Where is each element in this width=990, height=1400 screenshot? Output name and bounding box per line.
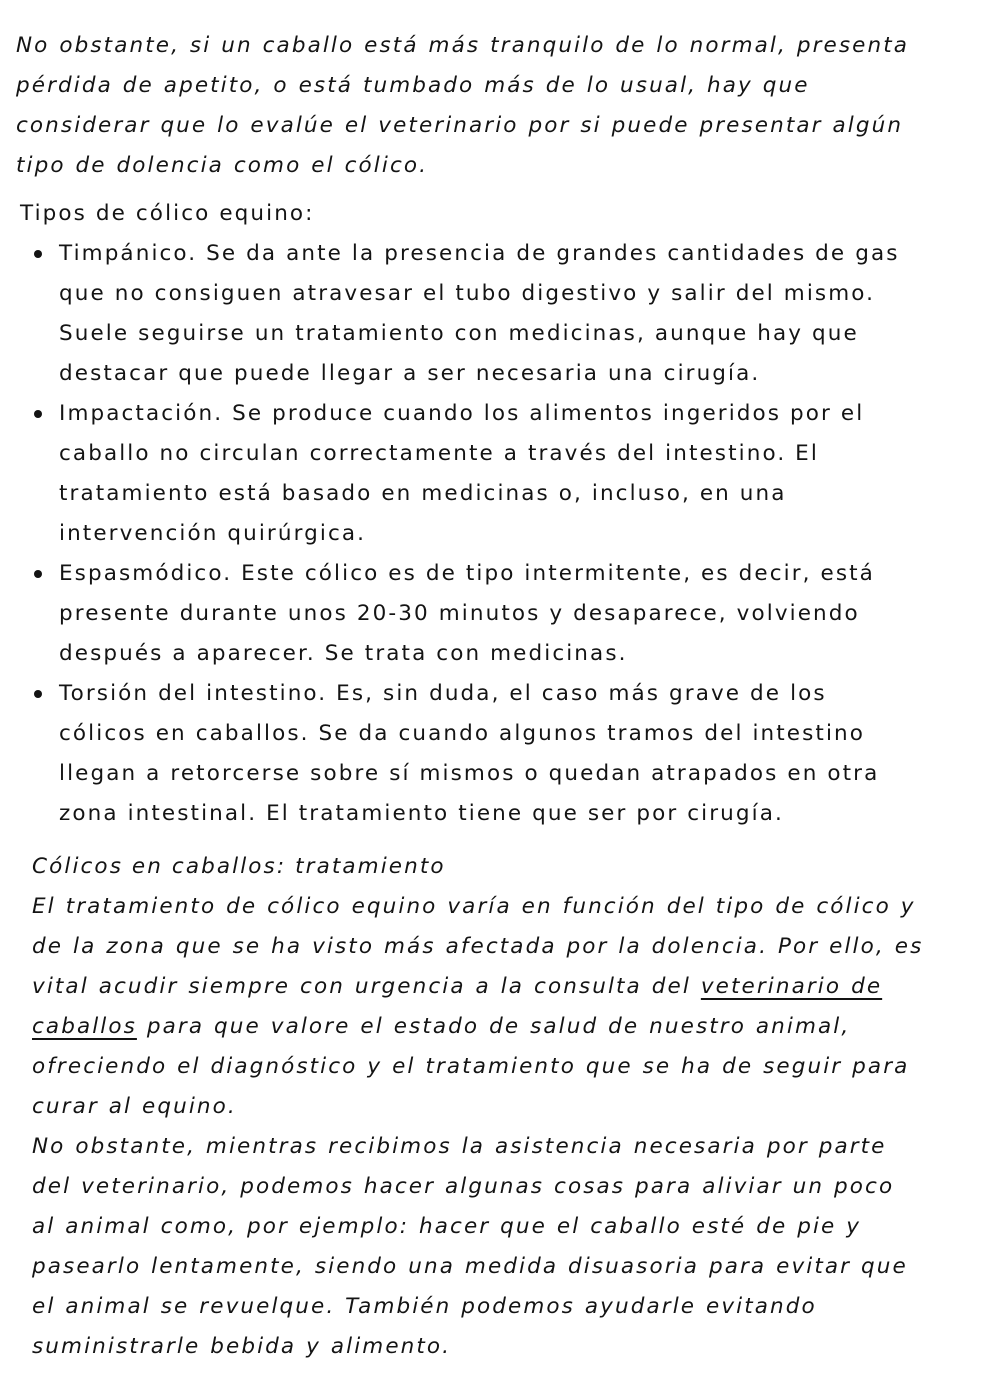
list-item-line: zona intestinal. El tratamiento tiene que ser por cirugía.	[59, 801, 784, 826]
list-item-line: después a aparecer. Se trata con medicinas.	[59, 641, 628, 666]
intro-line: considerar que lo evalúe el veterinario por si puede presentar algún	[16, 113, 904, 138]
paragraph-line: el animal se revuelque. También podemos ayudarle evitando	[32, 1294, 817, 1319]
paragraph-line: suministrarle bebida y alimento.	[32, 1334, 452, 1359]
list-item-line: llegan a retorcerse sobre sí mismos o quedan atrapados en otra	[59, 761, 880, 786]
paragraph-line: El tratamiento de cólico equino varía en función del tipo de cólico y	[32, 894, 916, 919]
list-item-line: que no consiguen atravesar el tubo digestivo y salir del mismo.	[59, 281, 876, 306]
list-item-line: Suele seguirse un tratamiento con medicinas, aunque hay que	[59, 321, 859, 346]
list-item-line: intervención quirúrgica.	[59, 521, 367, 546]
list-item	[0, 394, 900, 554]
treatment-heading: Cólicos en caballos: tratamiento	[32, 854, 446, 879]
intro-paragraph	[16, 26, 909, 186]
intro-line: pérdida de apetito, o está tumbado más de lo usual, hay que	[16, 73, 810, 98]
list-item-line: presente durante unos 20-30 minutos y desaparece, volviendo	[59, 601, 860, 626]
list-item	[0, 674, 900, 834]
paragraph-text: para que valore el estado de salud de nuestro animal,	[136, 1014, 851, 1039]
list-item-line: Espasmódico. Este cólico es de tipo intermitente, es decir, está	[59, 561, 875, 586]
paragraph-line: No obstante, mientras recibimos la asistencia necesaria por parte	[32, 1134, 887, 1159]
list-item-line: Impactación. Se produce cuando los alimentos ingeridos por el	[59, 401, 865, 426]
list-item-line: Timpánico. Se da ante la presencia de grandes cantidades de gas	[59, 241, 900, 266]
paragraph-line	[32, 967, 923, 1007]
paragraph-line: al animal como, por ejemplo: hacer que el caballo esté de pie y	[32, 1214, 862, 1239]
intro-line: No obstante, si un caballo está más tranquilo de lo normal, presenta	[16, 33, 910, 58]
vet-link-continued[interactable]: caballos	[32, 1014, 137, 1039]
paragraph-line: curar al equino.	[32, 1094, 237, 1119]
paragraph-text: vital acudir siempre con urgencia a la consulta del	[32, 974, 701, 999]
list-item-line: Torsión del intestino. Es, sin duda, el caso más grave de los	[59, 681, 827, 706]
intro-line: tipo de dolencia como el cólico.	[16, 153, 429, 178]
paragraph-line: pasearlo lentamente, siendo una medida disuasoria para evitar que	[32, 1254, 908, 1279]
bullet-icon	[34, 250, 42, 258]
paragraph-line	[32, 1007, 923, 1047]
list-item	[0, 554, 900, 674]
colic-types-list	[0, 234, 900, 834]
treatment-paragraph-1	[32, 887, 923, 1127]
list-item-line: caballo no circulan correctamente a través del intestino. El	[59, 441, 819, 466]
paragraph-line: ofreciendo el diagnóstico y el tratamiento que se ha de seguir para	[32, 1054, 910, 1079]
bullet-icon	[34, 410, 42, 418]
list-item-line: tratamiento está basado en medicinas o, incluso, en una	[59, 481, 787, 506]
paragraph-line: del veterinario, podemos hacer algunas cosas para aliviar un poco	[32, 1174, 895, 1199]
list-item-line: cólicos en caballos. Se da cuando algunos tramos del intestino	[59, 721, 866, 746]
bullet-icon	[34, 570, 42, 578]
types-heading: Tipos de cólico equino:	[20, 201, 315, 226]
treatment-paragraph-2	[32, 1127, 908, 1367]
list-item-line: destacar que puede llegar a ser necesaria una cirugía.	[59, 361, 761, 386]
bullet-icon	[34, 690, 42, 698]
paragraph-line: de la zona que se ha visto más afectada por la dolencia. Por ello, es	[32, 934, 924, 959]
list-item	[0, 234, 900, 394]
vet-link[interactable]: veterinario de	[700, 974, 883, 999]
